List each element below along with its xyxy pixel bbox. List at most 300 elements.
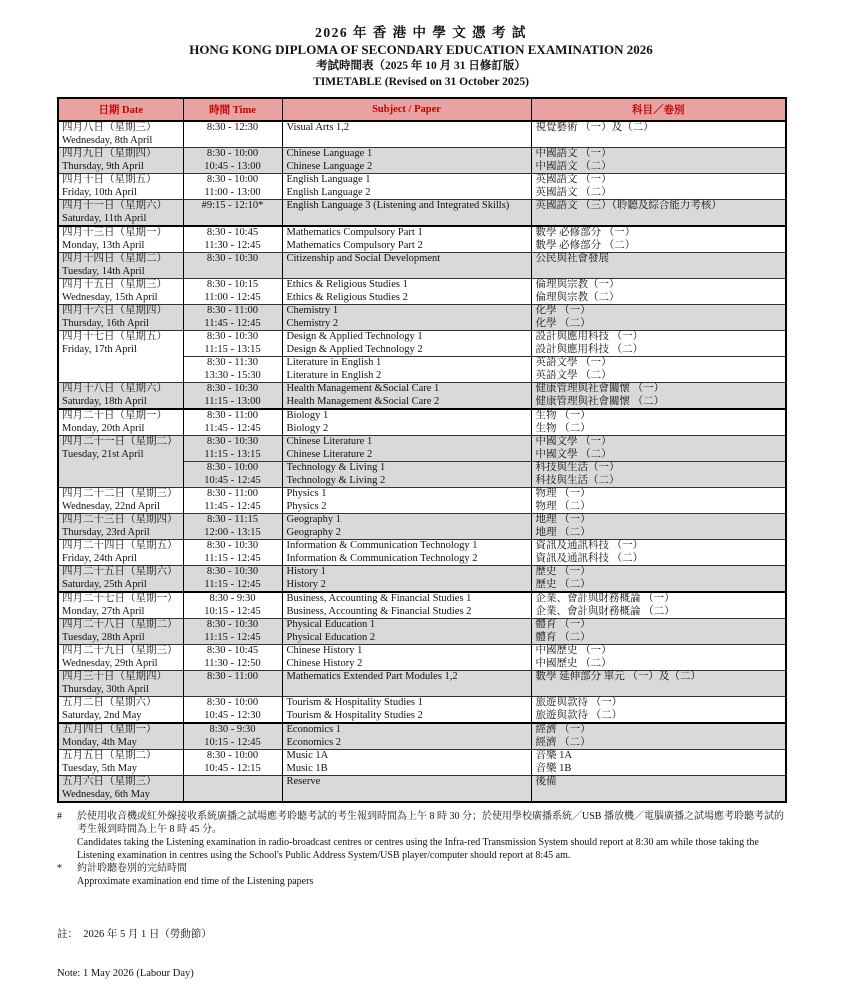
labour-day-note <box>57 902 785 1006</box>
exam-timetable <box>57 97 787 803</box>
subject-zh: 物理 （二） <box>535 500 591 512</box>
timetable-row <box>58 566 786 593</box>
date-cell <box>58 592 183 619</box>
subject-en: History 1 <box>286 566 326 577</box>
subject-cell <box>282 409 531 436</box>
subject-zh-cell <box>531 436 786 488</box>
subject-zh: 科技與生活（一） <box>535 462 620 473</box>
subject-cell <box>282 750 531 776</box>
subject-zh: 企業、會計與財務概論 （一） <box>535 593 675 604</box>
timetable-row <box>58 383 786 410</box>
subject-zh: 設計與應用科技 （一） <box>535 331 644 342</box>
subject-zh-cell <box>531 253 786 279</box>
timetable-row <box>58 776 786 803</box>
subject-zh: 倫理與宗教（一） <box>535 279 620 290</box>
subject-zh: 旅遊與款待 （二） <box>535 709 623 721</box>
date-zh: 四月十三日（星期一） <box>62 227 167 238</box>
date-cell <box>58 253 183 279</box>
subject-zh-cell <box>531 383 786 410</box>
date-zh: 四月十四日（星期二） <box>62 253 167 264</box>
timetable-row <box>58 671 786 697</box>
time-value: 8:30 - 11:00 <box>207 305 258 316</box>
subject-cell <box>282 383 531 410</box>
timetable-row <box>58 121 786 148</box>
time-cell <box>183 750 282 776</box>
date-en: Monday, 13th April <box>62 239 145 251</box>
time-cell <box>183 279 282 305</box>
time-value: 10:45 - 12:15 <box>204 762 261 774</box>
time-cell <box>183 592 282 619</box>
time-cell <box>183 174 282 200</box>
subject-en: Chemistry 1 <box>286 305 339 316</box>
time-value: 11:30 - 12:45 <box>204 239 261 251</box>
date-en: Wednesday, 8th April <box>62 134 153 146</box>
time-cell <box>183 409 282 436</box>
date-zh: 四月二十四日（星期五） <box>62 540 178 551</box>
time-cell <box>183 226 282 253</box>
subject-cell <box>282 645 531 671</box>
date-zh: 四月二十八日（星期二） <box>62 619 178 630</box>
time-cell <box>183 619 282 645</box>
timetable-row <box>58 697 786 724</box>
subject-cell <box>282 566 531 593</box>
date-en: Thursday, 9th April <box>62 160 144 172</box>
time-cell <box>183 514 282 540</box>
subject-zh: 健康管理與社會關懷 （一） <box>535 383 665 394</box>
subject-zh: 化學 （二） <box>535 317 591 329</box>
column-header-time: 時間 Time <box>183 98 282 121</box>
date-zh: 五月六日（星期三） <box>62 776 157 787</box>
title-block <box>57 24 785 90</box>
subject-zh: 中國語文 （二） <box>535 160 612 172</box>
subject-zh: 健康管理與社會關懷 （二） <box>535 395 665 407</box>
time-value: 8:30 - 10:30 <box>206 331 259 342</box>
time-value: 8:30 - 11:30 <box>207 357 258 368</box>
subject-en: Physical Education 2 <box>286 631 376 643</box>
subject-cell <box>282 174 531 200</box>
timetable-row <box>58 226 786 253</box>
subject-en: English Language 1 <box>286 174 371 185</box>
date-cell <box>58 409 183 436</box>
subject-zh: 生物 （一） <box>535 410 591 421</box>
subject-en: Biology 1 <box>286 410 329 421</box>
date-en: Saturday, 2nd May <box>62 709 142 721</box>
subject-zh: 生物 （二） <box>535 422 591 434</box>
date-zh: 四月二十日（星期一） <box>62 410 167 421</box>
time-value: 10:15 - 12:45 <box>204 605 261 617</box>
subject-en: History 2 <box>286 578 326 590</box>
subject-zh-cell <box>531 488 786 514</box>
subject-cell <box>282 488 531 514</box>
date-en: Monday, 4th May <box>62 736 137 748</box>
subject-zh: 後備 <box>535 776 557 787</box>
subject-en: English Language 3 (Listening and Integrated Skills) <box>286 200 510 211</box>
subject-cell <box>282 619 531 645</box>
time-cell <box>183 121 282 148</box>
column-header-subject-zh: 科目／卷別 <box>531 98 786 121</box>
time-value: 10:45 - 13:00 <box>204 160 261 172</box>
subject-zh-cell <box>531 540 786 566</box>
subject-zh: 經濟 （一） <box>535 724 591 735</box>
subject-zh: 化學 （一） <box>535 305 591 316</box>
date-cell <box>58 776 183 803</box>
time-cell <box>183 436 282 488</box>
time-value: 11:15 - 13:15 <box>204 448 261 460</box>
subject-zh-cell <box>531 148 786 174</box>
footnote-hash-marker: # <box>57 811 62 822</box>
date-en: Tuesday, 14th April <box>62 265 145 277</box>
date-en: Thursday, 30th April <box>62 683 150 695</box>
subject-zh: 英國語文 （三）（聆聽及綜合能力考核） <box>535 200 722 211</box>
subject-zh-cell <box>531 121 786 148</box>
time-value: 8:30 - 9:30 <box>209 593 256 604</box>
date-zh: 四月十一日（星期六） <box>62 200 167 211</box>
subject-zh: 地理 （一） <box>535 514 591 525</box>
date-cell <box>58 279 183 305</box>
footnote-hash <box>57 810 785 862</box>
subject-en: Business, Accounting & Financial Studies 2 <box>286 605 472 617</box>
labour-day-note-zh: 註： 2026 年 5 月 1 日（勞動節） <box>57 929 212 940</box>
timetable-row <box>58 436 786 488</box>
subject-zh: 物理 （一） <box>535 488 591 499</box>
date-zh: 四月八日（星期三） <box>62 122 157 133</box>
subject-en: Biology 2 <box>286 422 329 434</box>
date-cell <box>58 697 183 724</box>
date-zh: 四月十六日（星期四） <box>62 305 167 316</box>
timetable-row <box>58 305 786 331</box>
time-value: 8:30 - 12:30 <box>206 122 259 133</box>
date-cell <box>58 121 183 148</box>
subject-zh: 體育 （一） <box>535 619 591 630</box>
date-en: Saturday, 11th April <box>62 212 147 224</box>
subject-zh: 英國語文 （二） <box>535 186 612 198</box>
subject-zh: 英語文學 （一） <box>535 357 612 368</box>
subject-en: Tourism & Hospitality Studies 2 <box>286 709 423 721</box>
column-header-subject: Subject / Paper <box>282 98 531 121</box>
subject-cell <box>282 305 531 331</box>
date-en: Friday, 10th April <box>62 186 137 198</box>
subject-cell <box>282 148 531 174</box>
subject-zh: 中國語文 （一） <box>535 148 612 159</box>
subject-en: Reserve <box>286 776 321 787</box>
time-value: 12:00 - 13:15 <box>204 526 261 538</box>
subject-en: English Language 2 <box>286 186 371 198</box>
timetable-row <box>58 148 786 174</box>
time-value: 8:30 - 9:30 <box>209 724 256 735</box>
date-zh: 四月三十日（星期四） <box>62 671 167 682</box>
subject-zh: 科技與生活（二） <box>535 474 620 486</box>
date-cell <box>58 305 183 331</box>
subject-zh-cell <box>531 305 786 331</box>
time-value: 8:30 - 10:30 <box>206 566 259 577</box>
subject-zh-cell <box>531 226 786 253</box>
subject-en: Health Management &Social Care 2 <box>286 395 440 407</box>
subject-en: Physics 1 <box>286 488 327 499</box>
time-value: 8:30 - 10:30 <box>206 436 259 447</box>
subject-en: Physics 2 <box>286 500 327 512</box>
subject-zh: 倫理與宗教（二） <box>535 291 620 303</box>
subject-cell <box>282 200 531 227</box>
date-zh: 四月十八日（星期六） <box>62 383 167 394</box>
subject-cell <box>282 776 531 803</box>
date-cell <box>58 514 183 540</box>
footnote-star-zh: 約計聆聽卷別的完結時間 <box>77 863 187 874</box>
time-value: 11:15 - 13:00 <box>204 395 261 407</box>
date-cell <box>58 645 183 671</box>
subject-cell <box>282 671 531 697</box>
timetable-row <box>58 488 786 514</box>
time-value: 8:30 - 11:15 <box>207 514 258 525</box>
subject-en: Physical Education 1 <box>286 619 376 630</box>
date-cell <box>58 436 183 488</box>
time-value: 10:15 - 12:45 <box>204 736 261 748</box>
date-cell <box>58 383 183 410</box>
time-cell <box>183 671 282 697</box>
time-value: 11:45 - 12:45 <box>204 422 261 434</box>
time-value: 8:30 - 10:45 <box>206 227 259 238</box>
footnote-hash-zh: 於使用收音機或紅外線接收系統廣播之試場應考聆聽考試的考生報到時間為上午 8 時 30 分；於使用學校廣播系統／USB 播放機／電腦廣播之試場應考聆聽考試的考生報到時間為上午 8 時 45 分。 <box>77 811 784 835</box>
time-value: 11:45 - 12:45 <box>204 317 261 329</box>
date-cell <box>58 331 183 383</box>
time-value: 8:30 - 10:00 <box>206 750 259 761</box>
subtitle-zh: 考試時間表（2025 年 10 月 31 日修訂版） <box>316 60 526 72</box>
subject-en: Health Management &Social Care 1 <box>286 383 440 394</box>
subject-zh: 企業、會計與財務概論 （二） <box>535 605 675 617</box>
timetable-row <box>58 750 786 776</box>
subject-zh: 音樂 1A <box>535 750 572 761</box>
date-cell <box>58 566 183 593</box>
subject-cell <box>282 436 531 488</box>
time-value: 8:30 - 10:00 <box>206 174 259 185</box>
time-value: 8:30 - 10:15 <box>206 279 259 290</box>
subject-en: Information & Communication Technology 1 <box>286 540 478 551</box>
subject-en: Chinese Language 2 <box>286 160 373 172</box>
subject-en: Ethics & Religious Studies 2 <box>286 291 408 303</box>
subject-en: Music 1A <box>286 750 329 761</box>
date-en: Friday, 24th April <box>62 552 137 564</box>
timetable-row <box>58 540 786 566</box>
time-value: 8:30 - 10:00 <box>206 697 259 708</box>
subject-zh: 旅遊與款待 （一） <box>535 697 623 708</box>
date-cell <box>58 226 183 253</box>
subject-zh-cell <box>531 671 786 697</box>
date-zh: 五月四日（星期一） <box>62 724 157 735</box>
time-value: 8:30 - 10:30 <box>206 383 259 394</box>
subject-cell <box>282 279 531 305</box>
subject-zh-cell <box>531 200 786 227</box>
subject-en: Mathematics Compulsory Part 2 <box>286 239 423 251</box>
timetable-row <box>58 279 786 305</box>
time-cell <box>183 305 282 331</box>
subject-en: Citizenship and Social Development <box>286 253 441 264</box>
subject-en: Chemistry 2 <box>286 317 339 329</box>
subject-en: Chinese History 1 <box>286 645 363 656</box>
subject-en: Geography 1 <box>286 514 342 525</box>
subject-zh: 經濟 （二） <box>535 736 591 748</box>
subject-cell <box>282 723 531 750</box>
subject-cell <box>282 592 531 619</box>
date-en: Thursday, 23rd April <box>62 526 150 538</box>
subject-cell <box>282 514 531 540</box>
subject-zh-cell <box>531 645 786 671</box>
subject-en: Tourism & Hospitality Studies 1 <box>286 697 423 708</box>
time-value: 8:30 - 10:30 <box>206 619 259 630</box>
subject-en: Economics 2 <box>286 736 342 748</box>
date-zh: 四月九日（星期四） <box>62 148 157 159</box>
time-value: 8:30 - 11:00 <box>207 671 258 682</box>
date-zh: 五月五日（星期二） <box>62 750 157 761</box>
subject-cell <box>282 226 531 253</box>
date-zh: 四月十日（星期五） <box>62 174 157 185</box>
subject-zh-cell <box>531 723 786 750</box>
subject-cell <box>282 540 531 566</box>
subtitle-en: TIMETABLE (Revised on 31 October 2025) <box>313 76 529 88</box>
timetable-row <box>58 200 786 227</box>
subject-cell <box>282 331 531 383</box>
date-cell <box>58 750 183 776</box>
subject-en: Chinese Literature 2 <box>286 448 373 460</box>
timetable-row <box>58 331 786 383</box>
time-cell <box>183 645 282 671</box>
date-cell <box>58 619 183 645</box>
timetable-row <box>58 592 786 619</box>
subject-zh-cell <box>531 331 786 383</box>
time-value: 11:15 - 13:15 <box>204 343 261 355</box>
date-zh: 四月十七日（星期五） <box>62 331 167 342</box>
footnote-star-marker: * <box>57 863 62 874</box>
date-cell <box>58 174 183 200</box>
footnote-star-body <box>77 862 785 888</box>
date-en: Tuesday, 5th May <box>62 762 138 774</box>
subject-zh-cell <box>531 279 786 305</box>
subject-zh: 歷史 （一） <box>535 566 591 577</box>
date-zh: 五月二日（星期六） <box>62 697 157 708</box>
subject-zh-cell <box>531 409 786 436</box>
date-zh: 四月二十一日（星期二） <box>62 436 178 447</box>
subject-en: Mathematics Extended Part Modules 1,2 <box>286 671 458 682</box>
subject-zh-cell <box>531 619 786 645</box>
subject-zh: 資訊及通訊科技 （一） <box>535 540 644 551</box>
time-value: 13:30 - 15:30 <box>204 369 261 381</box>
labour-day-note-en: Note: 1 May 2026 (Labour Day) <box>57 968 194 979</box>
time-cell <box>183 253 282 279</box>
subject-en: Chinese History 2 <box>286 657 363 669</box>
date-en: Saturday, 18th April <box>62 395 147 407</box>
subject-zh: 數學 必修部分 （一） <box>535 227 636 238</box>
time-value: 11:15 - 12:45 <box>204 578 261 590</box>
footnote-hash-en: Candidates taking the Listening examination in radio-broadcast centres or centres using the Infra-red Transmission System should report at 8:30 am while those taking the Listening examination in centres using the School's Public Address System/USB player/computer should report at 8:45 am. <box>77 837 759 861</box>
subject-zh-cell <box>531 566 786 593</box>
time-cell <box>183 566 282 593</box>
subject-zh: 中國文學 （二） <box>535 448 612 460</box>
subject-en: Chinese Literature 1 <box>286 436 373 447</box>
date-cell <box>58 200 183 227</box>
time-value <box>184 776 282 789</box>
date-en: Friday, 17th April <box>62 343 137 355</box>
footnotes <box>57 810 785 888</box>
subject-zh-cell <box>531 697 786 724</box>
subject-zh: 數學 延伸部分 單元 （一）及（二） <box>535 671 701 682</box>
footnote-star <box>57 862 785 888</box>
time-value: 8:30 - 10:30 <box>206 253 259 264</box>
date-zh: 四月二十三日（星期四） <box>62 514 178 525</box>
subject-cell <box>282 697 531 724</box>
title-en: HONG KONG DIPLOMA OF SECONDARY EDUCATION EXAMINATION 2026 <box>189 42 653 57</box>
subject-zh: 數學 必修部分 （二） <box>535 239 636 251</box>
subject-en: Information & Communication Technology 2 <box>286 552 478 564</box>
subject-zh: 中國文學 （一） <box>535 436 612 447</box>
date-en: Wednesday, 6th May <box>62 788 150 800</box>
subject-en: Mathematics Compulsory Part 1 <box>286 227 423 238</box>
time-cell <box>183 200 282 227</box>
time-value: 11:15 - 12:45 <box>204 552 261 564</box>
time-value: 11:30 - 12:50 <box>204 657 261 669</box>
date-zh: 四月十五日（星期三） <box>62 279 167 290</box>
time-cell <box>183 723 282 750</box>
time-cell <box>183 776 282 803</box>
date-en: Monday, 27th April <box>62 605 145 617</box>
date-en: Saturday, 25th April <box>62 578 147 590</box>
subject-zh-cell <box>531 592 786 619</box>
timetable-row <box>58 645 786 671</box>
subject-zh: 英國語文 （一） <box>535 174 612 185</box>
subject-zh: 中國歷史 （二） <box>535 657 612 669</box>
subject-en: Chinese Language 1 <box>286 148 373 159</box>
time-cell <box>183 383 282 410</box>
time-value: 8:30 - 11:00 <box>207 410 258 421</box>
timetable-header-row <box>58 98 786 121</box>
subject-zh: 地理 （二） <box>535 526 591 538</box>
date-cell <box>58 671 183 697</box>
date-en: Tuesday, 28th April <box>62 631 145 643</box>
date-en: Wednesday, 22nd April <box>62 500 160 512</box>
time-value: 8:30 - 10:00 <box>206 462 259 473</box>
subject-zh: 視覺藝術 （一）及（二） <box>535 122 654 133</box>
subject-zh: 歷史 （二） <box>535 578 591 590</box>
time-value: 8:30 - 10:30 <box>206 540 259 551</box>
subject-en: Business, Accounting & Financial Studies 1 <box>286 593 472 604</box>
timetable-row <box>58 723 786 750</box>
subject-en: Literature in English 1 <box>286 357 382 368</box>
subject-en: Visual Arts 1,2 <box>286 122 350 133</box>
time-value: #9:15 - 12:10* <box>201 200 264 211</box>
date-zh: 四月二十七日（星期一） <box>62 593 178 604</box>
time-value: 8:30 - 11:00 <box>207 488 258 499</box>
subject-en: Literature in English 2 <box>286 369 382 381</box>
time-value: 11:45 - 12:45 <box>204 500 261 512</box>
title-zh: 2026 年 香 港 中 學 文 憑 考 試 <box>315 25 527 40</box>
subject-zh: 體育 （二） <box>535 631 591 643</box>
date-zh: 四月二十五日（星期六） <box>62 566 178 577</box>
column-header-date: 日期 Date <box>58 98 183 121</box>
date-cell <box>58 488 183 514</box>
date-en: Thursday, 16th April <box>62 317 150 329</box>
timetable-row <box>58 409 786 436</box>
time-cell <box>183 148 282 174</box>
subject-cell <box>282 121 531 148</box>
footnote-hash-body <box>77 810 785 862</box>
date-en: Monday, 20th April <box>62 422 145 434</box>
time-value: 8:30 - 10:45 <box>206 645 259 656</box>
date-cell <box>58 540 183 566</box>
date-en: Tuesday, 21st April <box>62 448 144 460</box>
subject-zh-cell <box>531 776 786 803</box>
time-value: 11:15 - 12:45 <box>204 631 261 643</box>
time-value: 10:45 - 12:30 <box>204 709 261 721</box>
time-cell <box>183 488 282 514</box>
time-value: 11:00 - 12:45 <box>204 291 261 303</box>
subject-zh: 中國歷史 （一） <box>535 645 612 656</box>
